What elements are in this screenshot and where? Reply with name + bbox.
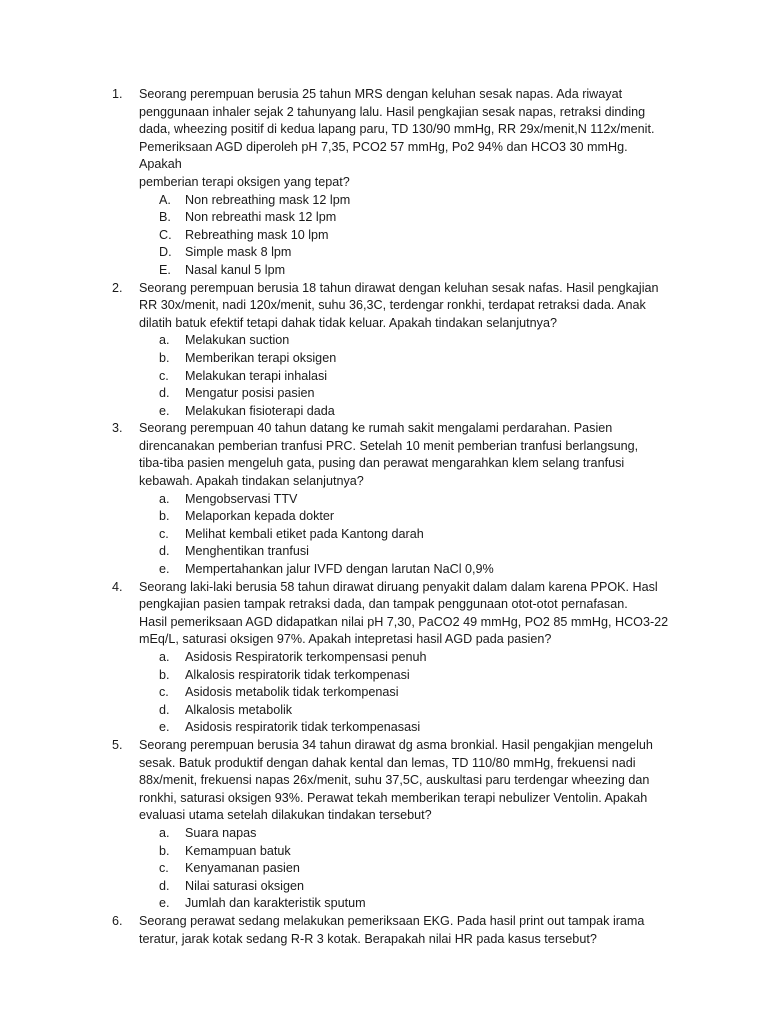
answer-option <box>139 684 672 702</box>
option-letter: d. <box>159 544 170 559</box>
question-list <box>112 86 672 948</box>
option-text: Menghentikan tranfusi <box>185 544 309 559</box>
option-letter: e. <box>159 562 170 577</box>
option-letter: b. <box>159 843 170 858</box>
answer-option <box>139 561 672 579</box>
option-text: Melihat kembali etiket pada Kantong darah <box>185 526 424 541</box>
option-text: Jumlah dan karakteristik sputum <box>185 896 366 911</box>
answer-option <box>139 649 672 667</box>
question-text: Seorang perempuan berusia 34 tahun dirawat dg asma bronkial. Hasil pengakjian mengeluh sesak. Batuk produktif dengan dahak kental dan lemas, TD 110/80 mmHg, frekuensi nadi 88x/menit, frekuensi napas 26x/menit, suhu 37,5C, auskultasi paru terdengar wheezing dan ronkhi, saturasi oksigen 93%. Perawat tekah memberikan terapi nebulizer Ventolin. Apakah evaluasi utama setelah dilakukan tindakan tersebut? <box>139 737 653 823</box>
option-text: Kenyamanan pasien <box>185 861 300 876</box>
question-number: 2. <box>112 280 123 295</box>
answer-option <box>139 227 672 245</box>
option-text: Melaporkan kepada dokter <box>185 509 335 524</box>
answer-option <box>139 244 672 262</box>
answer-option <box>139 262 672 280</box>
option-text: Mengobservasi TTV <box>185 491 298 506</box>
answer-option <box>139 192 672 210</box>
option-text: Asidosis metabolik tidak terkompenasi <box>185 685 399 700</box>
question-item <box>112 420 672 578</box>
answer-option <box>139 350 672 368</box>
answer-option <box>139 878 672 896</box>
answer-option <box>139 895 672 913</box>
option-text: Non rebreathing mask 12 lpm <box>185 192 351 207</box>
option-text: Melakukan suction <box>185 333 290 348</box>
option-text: Melakukan fisioterapi dada <box>185 403 335 418</box>
option-text: Mempertahankan jalur IVFD dengan larutan NaCl 0,9% <box>185 562 494 577</box>
option-letter: a. <box>159 333 170 348</box>
option-letter: b. <box>159 667 170 682</box>
option-letter: e. <box>159 403 170 418</box>
option-letter: c. <box>159 526 169 541</box>
question-item <box>112 280 672 421</box>
answer-option <box>139 491 672 509</box>
option-text: Alkalosis respiratorik tidak terkompenasi <box>185 667 410 682</box>
option-letter: e. <box>159 896 170 911</box>
question-item <box>112 737 672 913</box>
answer-options <box>139 332 672 420</box>
question-number: 5. <box>112 737 123 752</box>
option-letter: c. <box>159 368 169 383</box>
question-item <box>112 86 672 280</box>
option-letter: D. <box>159 245 172 260</box>
answer-option <box>139 508 672 526</box>
answer-option <box>139 385 672 403</box>
option-text: Melakukan terapi inhalasi <box>185 368 328 383</box>
option-letter: A. <box>159 192 171 207</box>
answer-option <box>139 543 672 561</box>
answer-option <box>139 860 672 878</box>
answer-option <box>139 825 672 843</box>
answer-option <box>139 526 672 544</box>
option-text: Suara napas <box>185 825 257 840</box>
question-item <box>112 913 672 948</box>
option-letter: d. <box>159 702 170 717</box>
option-letter: b. <box>159 509 170 524</box>
option-letter: E. <box>159 262 171 277</box>
option-letter: a. <box>159 491 170 506</box>
option-text: Asidosis Respiratorik terkompensasi penuh <box>185 650 427 664</box>
option-text: Nilai saturasi oksigen <box>185 878 304 893</box>
question-number: 4. <box>112 579 123 594</box>
question-text: Seorang perempuan berusia 25 tahun MRS dengan keluhan sesak napas. Ada riwayat penggunaan inhaler sejak 2 tahunyang lalu. Hasil pengkajian sesak napas, retraksi dinding dada, wheezing positif di kedua lapang paru, TD 130/90 mmHg, RR 29x/menit,N 112x/menit. Pemeriksaan AGD diperoleh pH 7,35, PCO2 57 mmHg, Po2 94% dan HCO3 30 mmHg. Apakah pemberian terapi oksigen yang tepat? <box>139 87 655 189</box>
question-number: 1. <box>112 87 123 101</box>
answer-options <box>139 192 672 280</box>
answer-option <box>139 332 672 350</box>
option-text: Nasal kanul 5 lpm <box>185 262 286 277</box>
answer-option <box>139 702 672 720</box>
answer-option <box>139 667 672 685</box>
answer-option <box>139 843 672 861</box>
answer-options <box>139 491 672 579</box>
option-text: Asidosis respiratorik tidak terkompenasasi <box>185 720 421 735</box>
option-letter: b. <box>159 350 170 365</box>
option-letter: e. <box>159 720 170 735</box>
question-text: Seorang perawat sedang melakukan pemeriksaan EKG. Pada hasil print out tampak irama teratur, jarak kotak sedang R-R 3 kotak. Berapakah nilai HR pada kasus tersebut? <box>139 913 645 946</box>
option-letter: c. <box>159 861 169 876</box>
option-letter: C. <box>159 227 172 242</box>
option-text: Rebreathing mask 10 lpm <box>185 227 329 242</box>
question-item <box>112 579 672 737</box>
option-letter: B. <box>159 210 171 225</box>
question-text: Seorang laki-laki berusia 58 tahun dirawat diruang penyakit dalam dalam karena PPOK. Hasl pengkajian pasien tampak retraksi dada, dan tampak penggunaan otot-otot pernafasan. Hasil pemeriksaan AGD didapatkan nilai pH 7,30, PaCO2 49 mmHg, PO2 85 mmHg, HCO3-22 mEq/L, saturasi oksigen 97%. Apakah intepretasi hasil AGD pada pasien? <box>139 579 669 647</box>
option-text: Memberikan terapi oksigen <box>185 350 337 365</box>
option-text: Simple mask 8 lpm <box>185 245 292 260</box>
question-text: Seorang perempuan berusia 18 tahun dirawat dengan keluhan sesak nafas. Hasil pengkajian RR 30x/menit, nadi 120x/menit, suhu 36,3C, terdengar ronkhi, terdapat retraksi dada. Anak dilatih batuk efektif tetapi dahak tidak keluar. Apakah tindakan selanjutnya? <box>139 280 659 330</box>
option-letter: c. <box>159 685 169 700</box>
option-text: Non rebreathi mask 12 lpm <box>185 210 337 225</box>
option-letter: d. <box>159 878 170 893</box>
option-letter: d. <box>159 386 170 401</box>
answer-option <box>139 209 672 227</box>
answer-options <box>139 649 672 737</box>
option-text: Kemampuan batuk <box>185 843 291 858</box>
answer-option <box>139 368 672 386</box>
option-text: Mengatur posisi pasien <box>185 386 315 401</box>
answer-option <box>139 403 672 421</box>
question-text: Seorang perempuan 40 tahun datang ke rumah sakit mengalami perdarahan. Pasien direncanakan pemberian tranfusi PRC. Setelah 10 menit pemberian tranfusi berlangsung, tiba-tiba pasien mengeluh gata, pusing dan perawat mengarahkan klem selang tranfusi kebawah. Apakah tindakan selanjutnya? <box>139 421 639 489</box>
question-number: 3. <box>112 421 123 436</box>
question-number: 6. <box>112 913 123 928</box>
option-letter: a. <box>159 650 170 664</box>
answer-option <box>139 719 672 737</box>
answer-options <box>139 825 672 913</box>
option-letter: a. <box>159 825 170 840</box>
option-text: Alkalosis metabolik <box>185 702 293 717</box>
